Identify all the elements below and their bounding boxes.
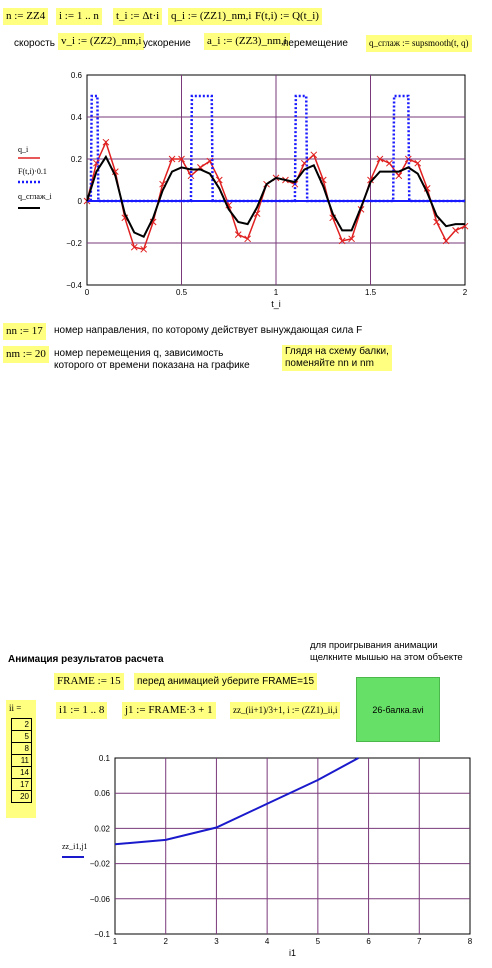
- legend-label-zz: zz_i1,j1: [62, 842, 88, 851]
- ii-value: 20: [20, 792, 29, 801]
- y-tick-label: 0.02: [94, 824, 110, 834]
- displacement-label: перемещение: [283, 38, 348, 49]
- animation-note-line2: щелкните мышью на этом объекте: [310, 652, 463, 663]
- y-tick-label: 0.2: [70, 155, 82, 164]
- F-definition[interactable]: F(t,i) := Q(t_i): [252, 8, 322, 25]
- ii-value: 8: [12, 743, 31, 755]
- x-tick-label: 2: [462, 288, 468, 297]
- hint-line1: Глядя на схему балки,: [285, 346, 389, 357]
- hint-line2: поменяйте nn и nm: [285, 358, 374, 369]
- y-tick-label: −0.02: [89, 859, 110, 869]
- ii-label: ii =: [9, 703, 22, 713]
- x-tick-label: 4: [264, 937, 270, 946]
- x-tick-label: 3: [214, 937, 219, 946]
- x-tick-label: 2: [163, 937, 168, 946]
- y-tick-label: 0: [77, 197, 82, 206]
- x-tick-label: 0: [84, 288, 90, 297]
- nn-description: номер направления, по которому действует вынуждающая сила F: [54, 325, 363, 336]
- ii-value: 14: [12, 767, 31, 779]
- avi-label: 26-балка.avi: [372, 704, 424, 715]
- y-tick-label: −0.1: [94, 930, 110, 939]
- nn-definition[interactable]: nn := 17: [3, 323, 46, 340]
- x-tick-label: 7: [417, 937, 422, 946]
- y-tick-label: 0.1: [98, 754, 110, 763]
- y-tick-label: −0.2: [66, 239, 82, 248]
- y-tick-label: −0.4: [66, 281, 82, 290]
- zz-definition[interactable]: zz_(ii+1)/3+1, i := (ZZ1)_ii,i: [230, 702, 340, 719]
- x-tick-label: 1: [273, 288, 279, 297]
- legend-label-qsmooth: q_сглаж_i: [18, 192, 52, 201]
- a-definition[interactable]: a_i := (ZZ3)_nm,i: [204, 33, 290, 50]
- x-axis-label: i1: [288, 948, 297, 958]
- x-tick-label: 5: [315, 937, 321, 946]
- j1-definition[interactable]: j1 := FRAME·3 + 1: [122, 702, 216, 719]
- legend-label-F: F(t,i)·0.1: [18, 167, 47, 176]
- animation-note-line1: для проигрывания анимации: [310, 640, 438, 651]
- x-tick-label: 1.5: [364, 288, 377, 297]
- v-definition[interactable]: v_i := (ZZ2)_nm,i: [58, 33, 144, 50]
- q-definition[interactable]: q_i := (ZZ1)_nm,i: [168, 8, 254, 25]
- y-tick-label: −0.06: [89, 894, 110, 904]
- x-tick-label: 1: [112, 937, 118, 946]
- x-tick-label: 0.5: [175, 288, 188, 297]
- time-response-chart[interactable]: [0, 62, 492, 312]
- nm-description-line1: номер перемещения q, зависимость: [54, 348, 224, 359]
- hint-box: [282, 345, 392, 371]
- animation-avi-object[interactable]: [356, 677, 440, 742]
- y-tick-label: 0.6: [70, 71, 82, 80]
- t-definition[interactable]: t_i := Δt·i: [113, 8, 162, 25]
- y-tick-label: 0.4: [70, 113, 82, 122]
- plot-area: [115, 758, 470, 934]
- ii-value: 11: [12, 755, 31, 767]
- n-definition[interactable]: n := ZZ4: [3, 8, 48, 25]
- speed-label: скорость: [14, 38, 55, 49]
- i1-range-definition[interactable]: i1 := 1 .. 8: [56, 702, 107, 719]
- frame-definition[interactable]: FRAME := 15: [54, 673, 124, 690]
- animation-title: Анимация результатов расчета: [8, 654, 164, 665]
- y-tick-label: 0.06: [94, 789, 110, 799]
- ii-value: 17: [12, 779, 31, 791]
- x-tick-label: 8: [467, 937, 473, 946]
- acceleration-label: ускорение: [143, 38, 191, 49]
- nm-definition[interactable]: nm := 20: [3, 346, 49, 363]
- x-axis-label: t_i: [271, 299, 281, 309]
- ii-value: 2: [12, 719, 31, 731]
- frame-note: перед анимацией уберите FRAME=15: [134, 673, 317, 690]
- legend-label-q: q_i: [18, 145, 29, 154]
- nm-description-line2: которого от времени показана на графике: [54, 360, 250, 371]
- i-range-definition[interactable]: i := 1 .. n: [56, 8, 102, 25]
- zz-animation-chart[interactable]: [0, 750, 492, 968]
- x-tick-label: 6: [366, 937, 371, 946]
- qsmooth-definition[interactable]: q_сглаж := supsmooth(t, q): [366, 35, 472, 52]
- ii-value: 5: [12, 731, 31, 743]
